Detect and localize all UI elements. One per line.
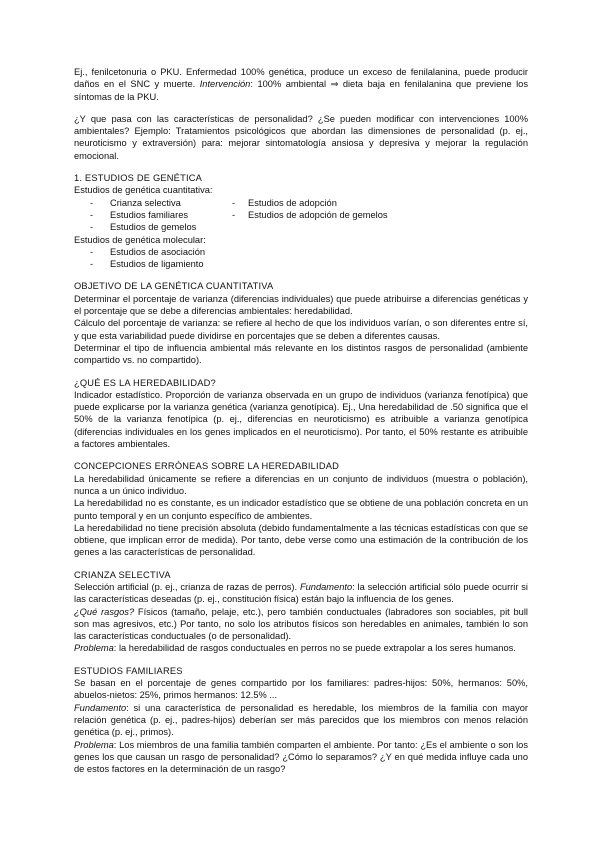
list-item: - Estudios de adopción — [232, 197, 388, 209]
section-title-selective-breeding: CRIANZA SELECTIVA — [74, 569, 171, 580]
heritability-text: Indicador estadístico. Proporción de varianza observada en un grupo de individuos (varianza fenotípica) que puede explicarse por la varianza genética (varianza genotípica). Ej., Una heredabilidad de .50 significa que el 50% de la varianza fenotípica (p. ej., diferencias en neuroticismo) es atribuible a varianza genotípica (diferencias individuales en los genes implicados en el neuroticismo). Por tanto, el 50% restante es atribuible a factores ambientales. — [74, 389, 528, 450]
problema-label: Problema — [74, 643, 114, 654]
section-title-family-studies: ESTUDIOS FAMILIARES — [74, 665, 183, 676]
list-item: - Estudios de gemelos — [74, 221, 232, 233]
breeding-text: : la heredabilidad de rasgos conductuales en perros no se puede extrapolar a los seres humanos. — [113, 643, 516, 654]
objective-line: Determinar el porcentaje de varianza (diferencias individuales) que puede atribuirse a diferencias genéticas y el porcentaje que se debe a diferencias ambientales: heredabilidad. — [74, 293, 528, 317]
document-page — [74, 66, 528, 775]
section-quantitative-objective — [74, 280, 528, 366]
list-item: - Estudios de adopción de gemelos — [232, 209, 388, 221]
family-line: Se basan en el porcentaje de genes compartido por los familiares: padres-hijos: 50%, hermanos: 50%, abuelos-nietos: 25%, primos hermanos: 12.5% ... — [74, 678, 528, 701]
pku-text: Ej., fenilcetonuria o PKU. Enfermedad 100% genética, produce un exceso de fenilalanina, puede producir daños en el SNC y muerte. — [74, 67, 528, 90]
fundamento-label: Fundamento — [74, 702, 127, 713]
problema-label: Problema — [74, 739, 114, 750]
pku-intervention-label: Intervención — [199, 79, 251, 90]
section-title-genetics: 1. ESTUDIOS DE GENÉTICA — [74, 173, 203, 184]
breeding-line — [74, 606, 528, 643]
section-title-misconceptions: CONCEPCIONES ERRÓNEAS SOBRE LA HEREDABILIDAD — [74, 461, 340, 472]
pku-intervention-text: : 100% ambiental ⇒ dieta baja en fenilalanina que previene los síntomas de la PKU. — [74, 79, 528, 102]
family-text: : si una característica de personalidad es heredable, los miembros de la familia con mayor relación genética (p. ej., padres-hijos) deberían ser más parecidos que los miembros con menos relación genética (p. ej., primos). — [74, 702, 528, 738]
family-line — [74, 739, 528, 776]
list-item: - Estudios familiares — [74, 209, 232, 221]
family-line — [74, 702, 528, 739]
family-text: : Los miembros de una familia también comparten el ambiente. Por tanto: ¿Es el ambiente o son los genes los que causan un rasgo de personalidad? ¿Cómo lo separamos? ¿Y en qué medida influye cada uno de estos factores en la determinación de un rasgo? — [74, 739, 528, 775]
objective-line: Determinar el tipo de influencia ambiental más relevante en los distintos rasgos de personalidad (ambiente compartido vs. no compartido). — [74, 342, 528, 366]
section-selective-breeding — [74, 569, 528, 655]
fundamento-label: Fundamento — [299, 581, 353, 592]
breeding-text: Selección artificial (p. ej., crianza de razas de perros). — [74, 581, 300, 592]
breeding-line — [74, 581, 528, 606]
section-family-studies — [74, 665, 528, 776]
section-misconceptions — [74, 460, 528, 558]
breeding-text: : la selección artificial sólo puede ocurrir si las características deseadas (p. ej., constitución física) están bajo la influencia de los genes. — [74, 581, 528, 605]
quantitative-list — [74, 197, 528, 234]
breeding-text: Físicos (tamaño, pelaje, etc.), pero también conductuales (labradores son sociables, pit bull son mas agresivos, etc.) Por tanto, no solo los atributos físicos son heredables en animales, también lo son las características conductuales (o de personalidad). — [74, 606, 528, 642]
traits-label: ¿Qué rasgos? — [74, 606, 135, 617]
section-genetics-studies — [74, 172, 528, 270]
section-heritability — [74, 377, 528, 451]
objective-line: Cálculo del porcentaje de varianza: se refiere al hecho de que los individuos varían, o son diferentes entre sí, y que esta variabilidad puede dividirse en porcentajes que se deben a diferentes causas. — [74, 318, 528, 341]
misconception-line: La heredabilidad no tiene precisión absoluta (debido fundamentalmente a las técnicas estadísticas con que se obtiene, que implican error de medida). Por tanto, debe verse como una estimación de la contribución de los genes a las características de personalidad. — [74, 522, 528, 558]
quantitative-label: Estudios de genética cuantitativa: — [74, 185, 213, 196]
list-item: - Estudios de asociación — [74, 246, 528, 258]
section-title-objective: OBJETIVO DE LA GENÉTICA CUANTITATIVA — [74, 281, 274, 292]
section-title-heritability: ¿QUÉ ES LA HEREDABILIDAD? — [74, 377, 216, 388]
list-item: - Estudios de ligamiento — [74, 258, 528, 270]
molecular-label: Estudios de genética molecular: — [74, 234, 206, 245]
list-item: - Crianza selectiva — [74, 197, 232, 209]
pku-paragraph — [74, 66, 528, 103]
misconception-line: La heredabilidad únicamente se refiere a diferencias en un conjunto de individuos (muestra o población), nunca a un único individuo. — [74, 473, 528, 496]
personality-question-paragraph: ¿Y que pasa con las características de personalidad? ¿Se pueden modificar con intervenciones 100% ambientales? Ejemplo: Tratamientos psicológicos que abordan las dimensiones de personalidad (p. ej., neuroticismo y extraversión) para: mejorar sintomatología ansiosa y depresiva y mejorar la regulación emocional. — [74, 113, 528, 161]
breeding-line — [74, 642, 528, 654]
misconception-line: La heredabilidad no es constante, es un indicador estadístico que se obtiene de una población concreta en un punto temporal y en un conjunto específico de ambientes. — [74, 498, 528, 521]
